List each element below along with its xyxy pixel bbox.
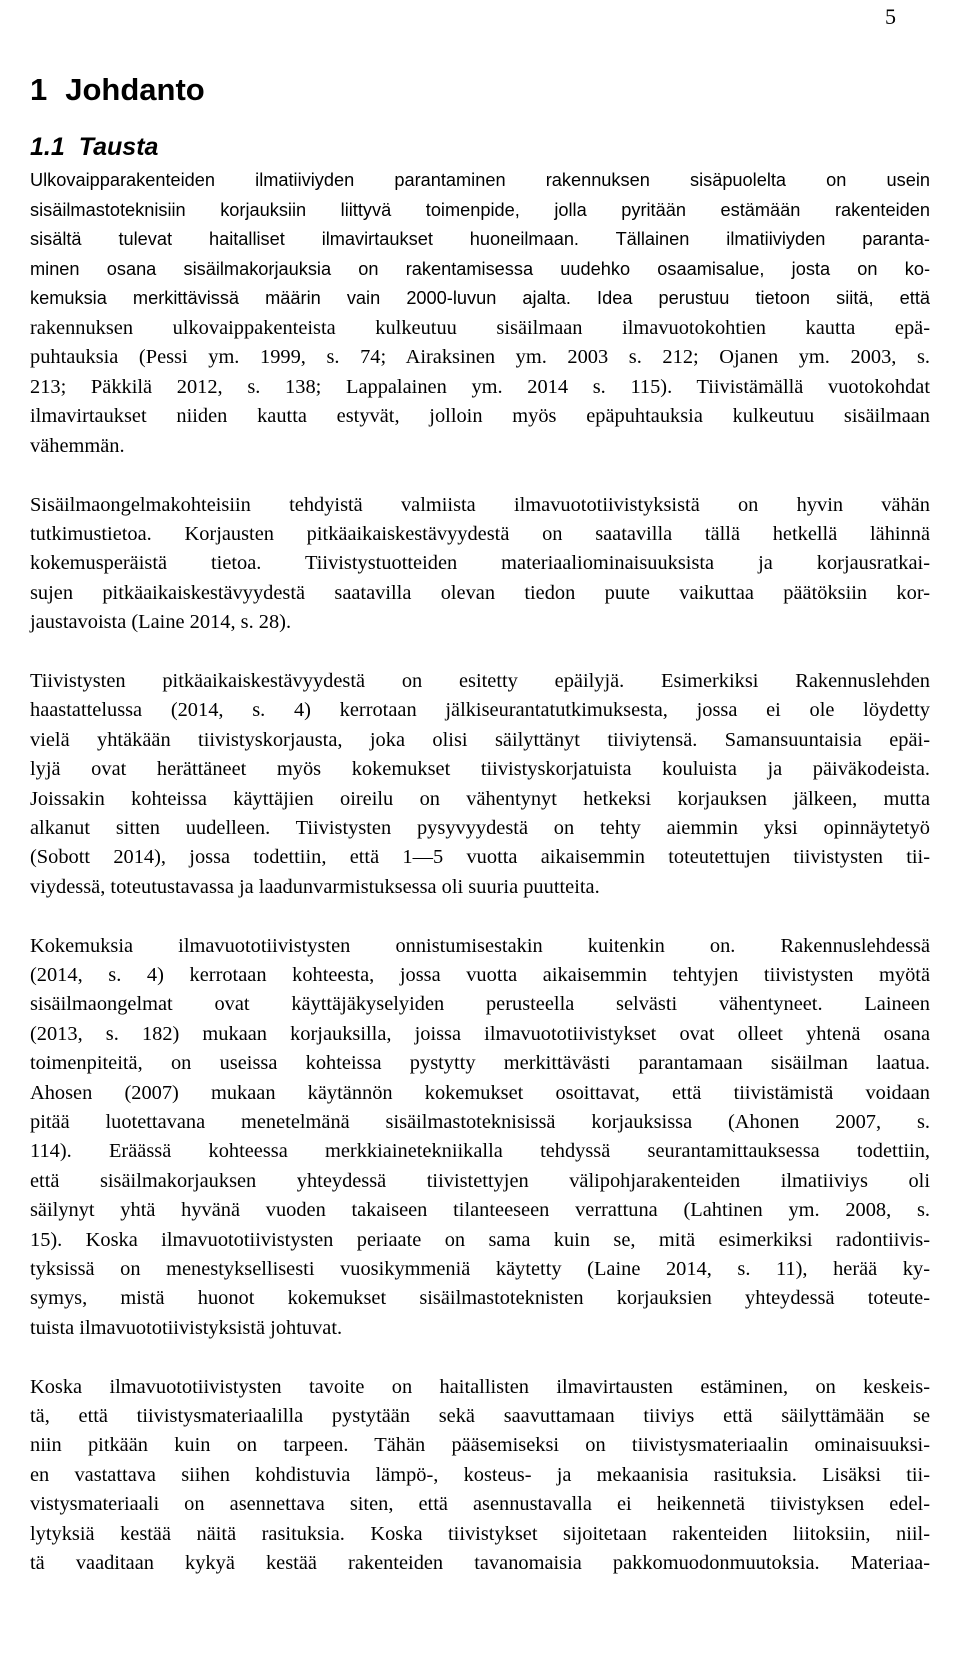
paragraph-line: Ulkovaipparakenteiden ilmatiiviyden parantaminen rakennuksen sisäpuolelta on usein (30, 170, 930, 190)
paragraph-3 (30, 667, 930, 902)
paragraph-line: sisäilmaongelmat ovat käyttäjäkyselyiden perusteella selvästi vähentyneet. Laineen (30, 993, 930, 1016)
paragraph-line: minen osana sisäilmakorjauksia on rakentamisessa uudehko osaamisalue, josta on ko- (30, 258, 930, 279)
document-body (30, 70, 930, 1608)
paragraph-line: vielä yhtäkään tiivistyskorjausta, joka olisi säilyttänyt tiiviytensä. Samansuuntaisia epäi- (30, 728, 930, 751)
paragraph-line: rakennuksen ulkovaippakenteista kulkeutuu sisäilmaan ilmavuotokohtien kautta epä- (30, 316, 930, 339)
paragraph-line: toimenpiteitä, on useissa kohteissa pystytty merkittävästi parantamaan sisäilman laatua. (30, 1052, 930, 1075)
paragraph-line: en vastattava siihen kohdistuvia lämpö-, kosteus- ja mekaanisia rasituksia. Lisäksi tii- (30, 1463, 930, 1486)
paragraph-line: Kokemuksia ilmavuototiivistysten onnistumisestakin kuitenkin on. Rakennuslehdessä (30, 934, 930, 957)
paragraph-line: tä, että tiivistysmateriaalilla pystytään sekä saavuttamaan tiiviys että säilyttämään se (30, 1405, 930, 1428)
paragraph-line: Ahosen (2007) mukaan käytännön kokemukset osoittavat, että tiivistämistä voidaan (30, 1081, 930, 1104)
paragraph-line: vistysmateriaali on asennettava siten, että asennustavalla ei heikennetä tiivistyksen edel- (30, 1493, 930, 1516)
paragraph-line: (2013, s. 182) mukaan korjauksilla, joissa ilmavuototiivistykset ovat olleet yhtenä osana (30, 1022, 930, 1045)
paragraph-line: 213; Päkkilä 2012, s. 138; Lappalainen ym. 2014 s. 115). Tiivistämällä vuotokohdat (30, 375, 930, 398)
paragraph-line: ilmavirtaukset niiden kautta estyvät, jolloin myös epäpuhtauksia kulkeutuu sisäilmaan (30, 405, 930, 427)
paragraph-line: Joissakin kohteissa käyttäjien oireilu on vähentynyt hetkeksi korjauksen jälkeen, mutta (30, 787, 930, 810)
chapter-heading (30, 70, 930, 110)
paragraph-line: haastattelussa (2014, s. 4) kerrotaan jälkiseurantatutkimuksesta, jossa ei ole löydetty (30, 699, 930, 722)
paragraph-line: lyjä ovat herättäneet myös kokemukset tiivistyskorjatuista kouluista ja päiväkodeista. (30, 758, 930, 781)
paragraph-line: (Sobott 2014), jossa todettiin, että 1—5 vuotta aikaisemmin toteutettujen tiivistysten tii- (30, 846, 930, 869)
paragraph-line: sujen pitkäaikaiskestävyydestä saatavilla olevan tiedon puute vaikuttaa päätöksiin kor- (30, 581, 930, 604)
paragraph-line: että sisäilmakorjauksen yhteydessä tiivistettyjen välipohjarakenteiden ilmatiiviys oli (30, 1169, 930, 1192)
paragraph-line: viydessä, toteutustavassa ja laadunvarmistuksessa oli suuria puutteita. (30, 875, 600, 898)
paragraph-2 (30, 491, 930, 638)
paragraph-line: Koska ilmavuototiivistysten tavoite on haitallisten ilmavirtausten estäminen, on keskeis- (30, 1375, 930, 1398)
paragraph-line: tuista ilmavuototiivistyksistä johtuvat. (30, 1316, 343, 1339)
paragraph-line: sisäilmastoteknisiin korjauksiin liittyvä toimenpide, jolla pyritään estämään rakenteiden (30, 199, 930, 220)
section-title: Tausta (78, 133, 159, 161)
paragraph-line: puhtauksia (Pessi ym. 1999, s. 74; Airaksinen ym. 2003 s. 212; Ojanen ym. 2003, s. (30, 346, 930, 368)
paragraph-line: niin pitkään kuin on tarpeen. Tähän pääsemiseksi on tiivistysmateriaalin ominaisuuksi- (30, 1434, 930, 1457)
section-number: 1.1 (30, 133, 65, 161)
paragraph-line: pitää luotettavana menetelmänä sisäilmastoteknisissä korjauksissa (Ahonen 2007, s. (30, 1111, 930, 1133)
paragraph-line: 15). Koska ilmavuototiivistysten periaate on sama kuin se, mitä esimerkiksi radontiivis- (30, 1228, 930, 1251)
paragraph-1 (30, 166, 930, 461)
paragraph-line: kemuksia merkittävissä määrin vain 2000-luvun ajalta. Idea perustuu tietoon siitä, että (30, 288, 930, 308)
paragraph-line: jaustavoista (Laine 2014, s. 28). (30, 611, 292, 634)
paragraph-4 (30, 932, 930, 1344)
paragraph-line: sisältä tulevat haitalliset ilmavirtaukset huoneilmaan. Tällainen ilmatiiviyden paranta- (30, 229, 930, 249)
paragraph-line: 114). Eräässä kohteessa merkkiainetekniikalla tehdyssä seurantamittauksessa todettiin, (30, 1140, 930, 1163)
paragraph-line: tyksissä on menestyksellisesti vuosikymmeniä käytetty (Laine 2014, s. 11), herää ky- (30, 1258, 930, 1281)
paragraph-line: Tiivistysten pitkäaikaiskestävyydestä on esitetty epäilyjä. Esimerkiksi Rakennuslehden (30, 669, 930, 692)
paragraph-line: symys, mistä huonot kokemukset sisäilmastoteknisten korjauksien yhteydessä toteute- (30, 1287, 930, 1310)
paragraph-line: tutkimustietoa. Korjausten pitkäaikaiskestävyydestä on saatavilla tällä hetkellä lähinnä (30, 522, 930, 545)
chapter-title: Johdanto (65, 72, 205, 107)
paragraph-line: lytyksiä kestää näitä rasituksia. Koska tiivistykset sijoitetaan rakenteiden liitoksiin, niil- (30, 1522, 930, 1545)
paragraph-line: säilynyt yhtä hyvänä vuoden takaiseen tilanteeseen verrattuna (Lahtinen ym. 2008, s. (30, 1199, 930, 1222)
chapter-number: 1 (30, 72, 48, 107)
page-number: 5 (885, 4, 896, 29)
paragraphs (30, 166, 930, 1578)
paragraph-line: (2014, s. 4) kerrotaan kohteesta, jossa vuotta aikaisemmin tehtyjen tiivistysten myötä (30, 963, 930, 986)
paragraph-line: alkanut sitten uudelleen. Tiivistysten pysyvyydestä on tehty aiemmin yksi opinnäytetyö (30, 816, 930, 839)
paragraph-line: kokemusperäistä tietoa. Tiivistystuotteiden materiaaliominaisuuksista ja korjausratkai- (30, 552, 930, 575)
paragraph-line: Sisäilmaongelmakohteisiin tehdyistä valmiista ilmavuototiivistyksistä on hyvin vähän (30, 493, 930, 516)
paragraph-line: tä vaaditaan kykyä kestää rakenteiden tavanomaisia pakkomuodonmuutoksia. Materiaa- (30, 1552, 930, 1575)
section-heading (30, 130, 930, 164)
paragraph-line: vähemmän. (30, 434, 125, 457)
paragraph-5 (30, 1373, 930, 1579)
